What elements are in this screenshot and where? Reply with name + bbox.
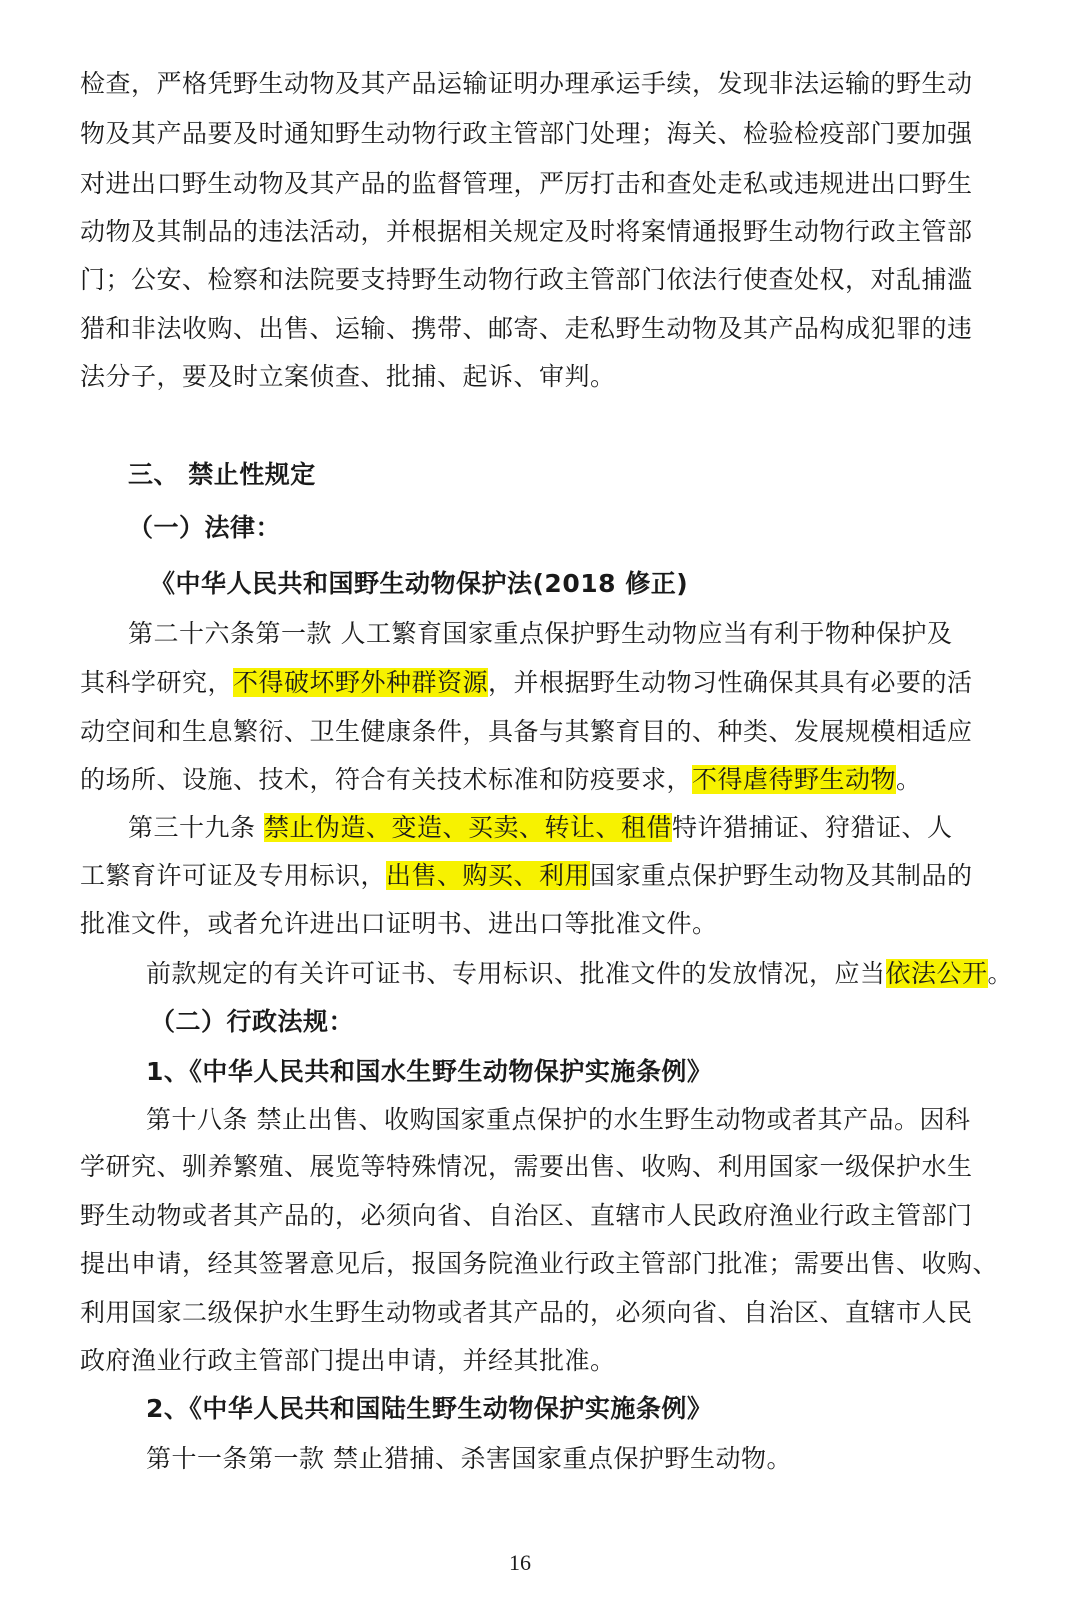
text: 工繁育许可证及专用标识， <box>80 861 387 890</box>
article-11-line: 第十一条第一款 禁止猎捕、杀害国家重点保护野生动物。 <box>146 1444 792 1473</box>
article-18-line: 第十八条 禁止出售、收购国家重点保护的水生野生动物或者其产品。因科 <box>146 1105 971 1134</box>
page-number: 16 <box>509 1550 531 1575</box>
regulation-title: 2、《中华人民共和国陆生野生动物保护实施条例》 <box>146 1394 713 1423</box>
highlight: 依法公开 <box>885 959 988 988</box>
highlight: 禁止伪造、变造、买卖、转让、租借 <box>263 813 672 842</box>
law-title: 《中华人民共和国野生动物保护法(2018 修正) <box>150 569 689 598</box>
body-line: 物及其产品要及时通知野生动物行政主管部门处理；海关、检验检疫部门要加强 <box>80 119 973 148</box>
body-line: 动物及其制品的违法活动，并根据相关规定及时将案情通报野生动物行政主管部 <box>80 217 973 246</box>
article-18-line: 政府渔业行政主管部门提出申请，并经其批准。 <box>80 1346 616 1375</box>
body-line: 法分子，要及时立案侦查、批捕、起诉、审判。 <box>80 362 616 391</box>
article-18-line: 野生动物或者其产品的，必须向省、自治区、直辖市人民政府渔业行政主管部门 <box>80 1201 973 1230</box>
subsection-heading-law: （一）法律： <box>128 513 282 542</box>
text: 。 <box>896 765 922 794</box>
article-26-line <box>80 762 922 798</box>
text: 的场所、设施、技术，符合有关技术标准和防疫要求， <box>80 765 693 794</box>
body-line: 对进出口野生动物及其产品的监督管理，严厉打击和查处走私或违规进出口野生 <box>80 169 973 198</box>
article-39-line: 批准文件，或者允许进出口证明书、进出口等批准文件。 <box>80 909 718 938</box>
text: 。 <box>987 959 1014 988</box>
subsection-heading-regulations: （二）行政法规： <box>150 1007 355 1036</box>
highlight: 不得虐待野生动物 <box>692 765 897 794</box>
text: 国家重点保护野生动物及其制品的 <box>590 861 973 890</box>
text: 前款规定的有关许可证书、专用标识、批准文件的发放情况，应当 <box>146 959 886 988</box>
article-18-line: 提出申请，经其签署意见后，报国务院渔业行政主管部门批准；需要出售、收购、 <box>80 1249 999 1278</box>
highlight: 不得破坏野外种群资源 <box>233 668 489 697</box>
body-line: 检查，严格凭野生动物及其产品运输证明办理承运手续，发现非法运输的野生动 <box>80 69 973 98</box>
body-line: 门；公安、检察和法院要支持野生动物行政主管部门依法行使查处权，对乱捕滥 <box>80 265 973 294</box>
article-18-line: 学研究、驯养繁殖、展览等特殊情况，需要出售、收购、利用国家一级保护水生 <box>80 1152 973 1181</box>
text: ，并根据野生动物习性确保其具有必要的活 <box>488 668 973 697</box>
article-39-line <box>146 956 1013 992</box>
article-39-line <box>128 810 952 846</box>
text: 其科学研究， <box>80 668 234 697</box>
article-26-line: 动空间和生息繁衍、卫生健康条件，具备与其繁育目的、种类、发展规模相适应 <box>80 717 973 746</box>
article-26-line <box>80 665 973 701</box>
regulation-title: 1、《中华人民共和国水生野生动物保护实施条例》 <box>146 1057 713 1086</box>
article-18-line: 利用国家二级保护水生野生动物或者其产品的，必须向省、自治区、直辖市人民 <box>80 1298 973 1327</box>
text: 特许猎捕证、狩猎证、人 <box>671 813 953 842</box>
body-line: 猎和非法收购、出售、运输、携带、邮寄、走私野生动物及其产品构成犯罪的违 <box>80 314 973 343</box>
text: 第三十九条 <box>128 813 264 842</box>
article-26-line: 第二十六条第一款 人工繁育国家重点保护野生动物应当有利于物种保护及 <box>128 619 953 648</box>
highlight: 出售、购买、利用 <box>386 861 591 890</box>
section-heading: 三、 禁止性规定 <box>128 460 316 489</box>
article-39-line <box>80 858 973 894</box>
